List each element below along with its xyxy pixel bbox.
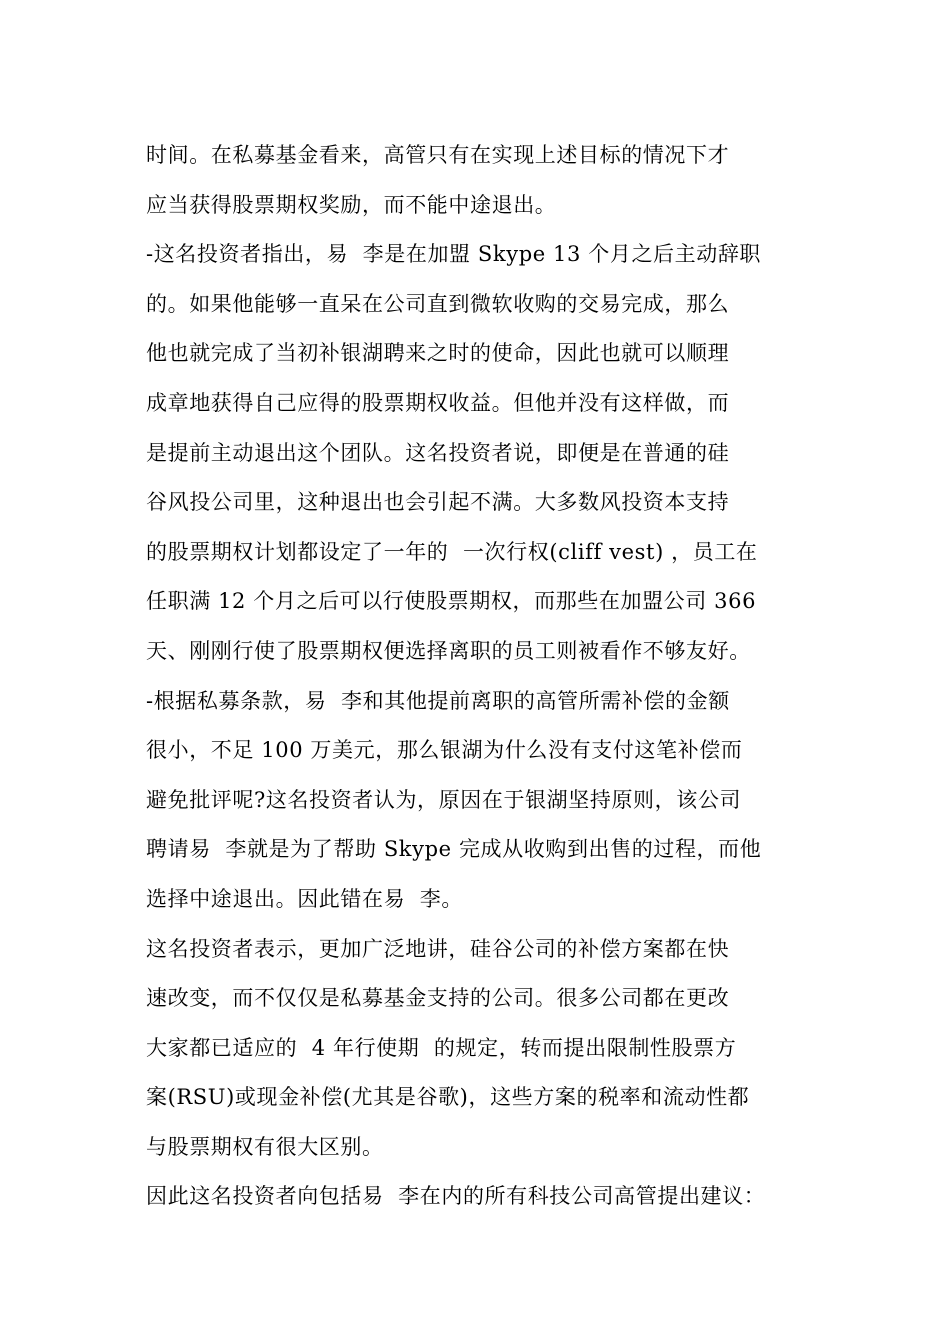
text-line: 时间。在私募基金看来，高管只有在实现上述目标的情况下才: [146, 143, 730, 167]
text-line: 与股票期权有很大区别。: [146, 1134, 384, 1159]
text-line: 应当获得股票期权奖励，而不能中途退出。: [146, 192, 557, 217]
text-line: 这名投资者表示，更加广泛地讲，硅谷公司的补偿方案都在快: [146, 936, 730, 961]
text-line: 很小，不足 100 万美元，那么银湖为什么没有支付这笔补偿而: [146, 738, 743, 763]
text-line: 因此这名投资者向包括易 李在内的所有科技公司高管提出建议：: [146, 1184, 766, 1209]
body-text: [146, 131, 826, 1222]
text-line: 谷风投公司里，这种退出也会引起不满。大多数风投资本支持: [146, 490, 730, 515]
text-line: -根据私募条款，易 李和其他提前离职的高管所需补偿的金额: [146, 688, 730, 713]
text-line: 的。如果他能够一直呆在公司直到微软收购的交易完成，那么: [146, 291, 730, 316]
text-line: 天、刚刚行使了股票期权便选择离职的员工则被看作不够友好。: [146, 638, 751, 663]
text-line: 速改变，而不仅仅是私募基金支持的公司。很多公司都在更改: [146, 986, 730, 1011]
text-line: 大家都已适应的 4 年行使期 的规定，转而提出限制性股票方: [146, 1035, 737, 1060]
text-line: 任职满 12 个月之后可以行使股票期权，而那些在加盟公司 366: [146, 589, 757, 614]
text-line: 他也就完成了当初补银湖聘来之时的使命，因此也就可以顺理: [146, 341, 730, 366]
text-line: 是提前主动退出这个团队。这名投资者说，即便是在普通的硅: [146, 440, 730, 465]
text-line: 避免批评呢?这名投资者认为，原因在于银湖坚持原则，该公司: [146, 787, 742, 812]
text-line: 选择中途退出。因此错在易 李。: [146, 886, 463, 911]
text-line: 案(RSU)或现金补偿(尤其是谷歌)，这些方案的税率和流动性都: [146, 1085, 750, 1110]
text-line: 成章地获得自己应得的股票期权收益。但他并没有这样做，而: [146, 390, 730, 415]
text-line: 聘请易 李就是为了帮助 Skype 完成从收购到出售的过程，而他: [146, 837, 762, 862]
text-line: 的股票期权计划都设定了一年的 一次行权(cliff vest) ，员工在: [146, 539, 758, 564]
text-line: -这名投资者指出，易 李是在加盟 Skype 13 个月之后主动辞职: [146, 242, 762, 267]
